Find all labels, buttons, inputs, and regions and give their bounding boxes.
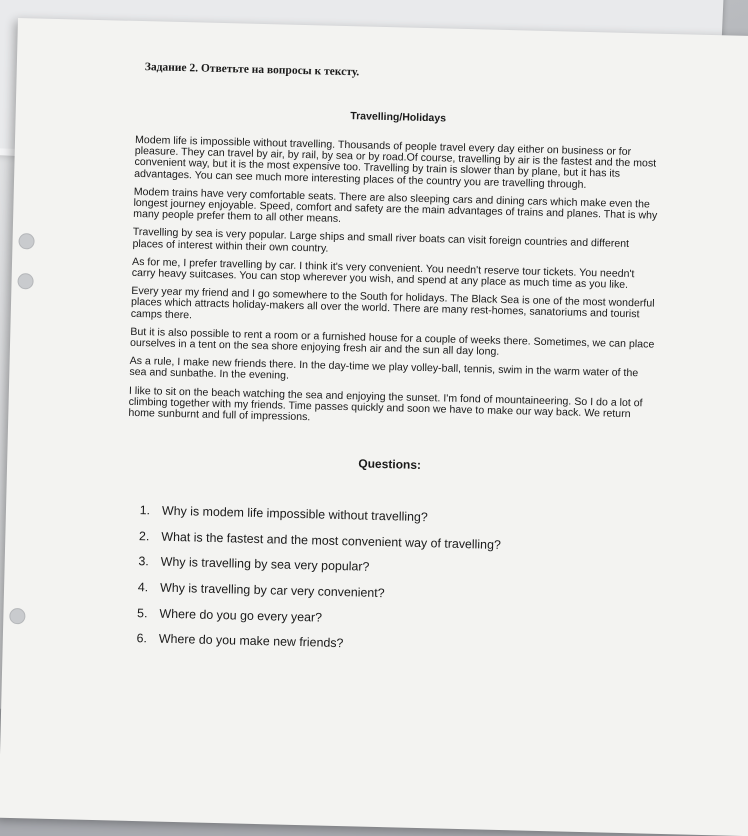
document-page (0, 18, 748, 836)
paragraph: As for me, I prefer travelling by car. I think it's very convenient. You needn't reserve tour tickets. You needn't carry heavy suitcases. You can stop wherever you wish, and spend at any place as much time as you like. (131, 255, 635, 292)
question-text: Where do you go every year? (159, 606, 323, 625)
page-content (123, 61, 662, 664)
question-number: 3. (138, 554, 149, 569)
question-number: 4. (137, 580, 149, 595)
document-title: Travelling/Holidays (350, 110, 447, 125)
question-number: 1. (139, 503, 151, 518)
questions-list (123, 498, 652, 664)
punch-hole (18, 233, 34, 249)
punch-hole (17, 273, 33, 289)
task-heading: Задание 2. Ответьте на вопросы к тексту. (144, 61, 360, 79)
paragraph: Travelling by sea is very popular. Large ships and small river boats can visit foreign countries and different places of interest within their own country. (132, 226, 630, 255)
paragraph: But it is also possible to rent a room or a furnished house for a couple of weeks there. Sometimes, we can place ourselves in a tent on the sea shore enjoying fresh air and the sun all day long. (129, 325, 655, 358)
question-text: Why is travelling by car very convenient? (159, 580, 385, 601)
question-number: 2. (138, 528, 150, 544)
question-number: 6. (136, 631, 148, 646)
question-text: Where do you make new friends? (158, 631, 344, 651)
punch-hole (9, 608, 25, 624)
paragraph: I like to sit on the beach watching the sea and enjoying the sunset. I'm fond of mountaineering. So I do a lot of climbing together with my friends. Time passes quickly and soon we have to make our way back. We return home sunburnt and full of impressions. (128, 384, 643, 424)
question-number: 5. (136, 605, 148, 620)
paragraph: Modem life is impossible without travelling. Thousands of people travel every day either on business or for pleasure. They can travel by air, by rail, by sea or by road.Of course, travelling by air is the fastest and the most convenient way, but it is the most expensive too. Travelling by train is slower than by plane, but it has its advantages. You can see much more interesting places of the country you are travelling through. (134, 133, 657, 191)
question-text: Why is travelling by sea very popular? (160, 555, 370, 575)
paragraph: As a rule, I make new friends there. In the day-time we play volley-ball, tennis, swim in the warm water of the sea and sunbathe. In the evening. (129, 355, 639, 383)
paragraph: Every year my friend and I go somewhere to the South for holidays. The Black Sea is one of the most wonderful places which attracts holiday-makers all over the world. There are many rest-homes, sanatoriums and tourist camps there. (130, 285, 655, 321)
paragraph: Modem trains have very comfortable seats. There are also sleeping cars and dining cars which make even the longest journey enjoyable. Speed, comfort and safety are the main advantages of trains and planes. That is why many people prefer them to all other means. (133, 185, 658, 226)
question-text: Why is modem life impossible without travelling? (161, 503, 428, 525)
question-text: What is the fastest and the most convenient way of travelling? (161, 529, 501, 552)
questions-heading: Questions: (358, 456, 422, 473)
